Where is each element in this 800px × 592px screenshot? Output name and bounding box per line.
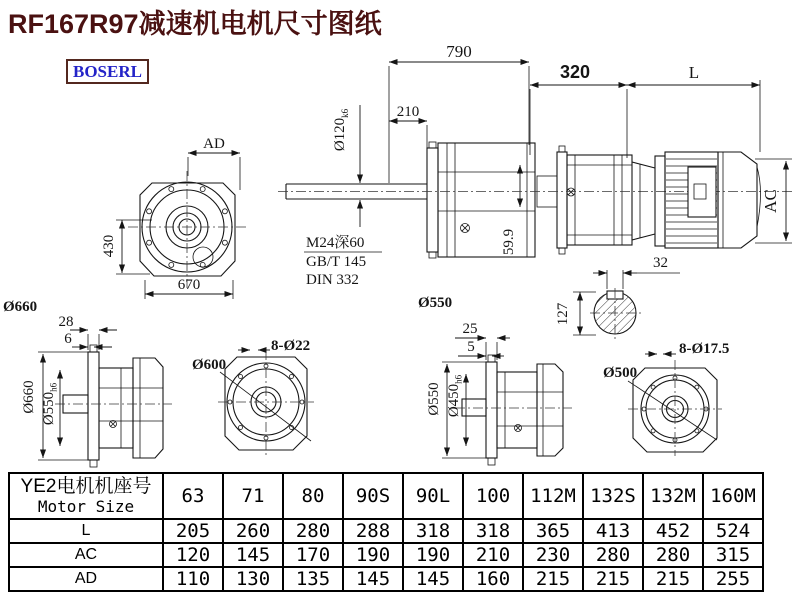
column-header-132S: 132S xyxy=(583,473,643,519)
column-header-71: 71 xyxy=(223,473,283,519)
output-spigot-value: Ø550 xyxy=(41,391,57,426)
shaft-dia-label xyxy=(332,108,350,151)
size-cell: 170 xyxy=(283,543,343,567)
column-header-80: 80 xyxy=(283,473,343,519)
dim-320-label: 320 xyxy=(559,62,591,82)
size-cell: 315 xyxy=(703,543,763,567)
output-outer-dia-label: Ø660 xyxy=(21,380,37,414)
dim-5-label: 5 xyxy=(467,339,475,355)
size-cell: 260 xyxy=(223,519,283,543)
size-cell: 230 xyxy=(523,543,583,567)
size-cell: 413 xyxy=(583,519,643,543)
size-cell: 280 xyxy=(583,543,643,567)
output-spigot-tolerance: h6 xyxy=(48,382,59,392)
size-cell: 190 xyxy=(343,543,403,567)
size-cell: 288 xyxy=(343,519,403,543)
standard-gbt-label: GB/T 145 xyxy=(306,254,367,270)
standard-din-label: DIN 332 xyxy=(306,272,359,288)
table-header-row xyxy=(9,473,763,519)
size-cell: 160 xyxy=(463,567,523,591)
table-row-L xyxy=(9,519,763,543)
size-cell: 120 xyxy=(163,543,223,567)
column-header-100: 100 xyxy=(463,473,523,519)
flange550-spigot-value: Ø450 xyxy=(446,383,462,418)
dim-790-label: 790 xyxy=(446,42,472,61)
output-spigot-dia-label xyxy=(41,382,59,425)
column-header-160M: 160M xyxy=(703,473,763,519)
flange-500-view xyxy=(603,341,729,456)
thread-callout: M24深60 xyxy=(306,235,365,251)
column-header-63: 63 xyxy=(163,473,223,519)
page-title: RF167R97减速机电机尺寸图纸 xyxy=(8,9,382,39)
size-cell: 452 xyxy=(643,519,703,543)
shaft-dia-value: Ø120 xyxy=(332,117,348,152)
dim-670-label: 670 xyxy=(177,277,201,293)
dim-28-label: 28 xyxy=(58,314,74,330)
size-cell: 110 xyxy=(163,567,223,591)
table-row-AD xyxy=(9,567,763,591)
table-corner-header xyxy=(9,473,163,519)
size-cell: 205 xyxy=(163,519,223,543)
output-side-view xyxy=(3,299,172,467)
flange550-spigot-tolerance: h6 xyxy=(453,374,464,384)
flange550-view-label: Ø550 xyxy=(418,295,453,311)
size-cell: 145 xyxy=(223,543,283,567)
table-row-AC xyxy=(9,543,763,567)
motor-size-table xyxy=(8,472,764,592)
size-cell: 524 xyxy=(703,519,763,543)
output-view-label: Ø660 xyxy=(3,299,38,315)
dim-l-label: L xyxy=(688,63,700,82)
dim-599-label: 59.9 xyxy=(501,228,517,256)
size-cell: 145 xyxy=(343,567,403,591)
dim-430-label: 430 xyxy=(101,234,117,258)
size-cell: 130 xyxy=(223,567,283,591)
header-cn: YE2电机机座号 xyxy=(20,476,152,497)
size-cell: 280 xyxy=(643,543,703,567)
size-cell: 255 xyxy=(703,567,763,591)
size-cell: 210 xyxy=(463,543,523,567)
size-cell: 135 xyxy=(283,567,343,591)
dim-127-label: 127 xyxy=(555,302,571,326)
column-header-132M: 132M xyxy=(643,473,703,519)
row-label-AC: AC xyxy=(9,543,163,567)
size-cell: 145 xyxy=(403,567,463,591)
size-cell: 318 xyxy=(463,519,523,543)
column-header-112M: 112M xyxy=(523,473,583,519)
shaft-dia-tolerance: k6 xyxy=(340,108,350,118)
row-label-L: L xyxy=(9,519,163,543)
size-cell: 318 xyxy=(403,519,463,543)
dim-32-label: 32 xyxy=(653,255,668,271)
size-cell: 215 xyxy=(583,567,643,591)
size-cell: 190 xyxy=(403,543,463,567)
flange-550-side-view xyxy=(418,295,572,465)
size-cell: 280 xyxy=(283,519,343,543)
front-view xyxy=(101,136,246,299)
size-cell: 215 xyxy=(523,567,583,591)
size-cell: 365 xyxy=(523,519,583,543)
dim-ac-label: AC xyxy=(761,189,780,213)
dim-ad-label: AD xyxy=(203,136,225,152)
flange500-holes-label: 8-Ø17.5 xyxy=(679,341,730,357)
flange550-outer-dia-label: Ø550 xyxy=(426,382,442,416)
column-header-90L: 90L xyxy=(403,473,463,519)
size-cell: 215 xyxy=(643,567,703,591)
dim-210-label: 210 xyxy=(396,104,420,120)
shaft-section-view xyxy=(555,255,680,340)
flange600-dia-label: Ø600 xyxy=(192,357,227,373)
flange500-dia-label: Ø500 xyxy=(603,365,638,381)
brand-logo: BOSERL xyxy=(66,59,149,84)
row-label-AD: AD xyxy=(9,567,163,591)
flange600-holes-label: 8-Ø22 xyxy=(271,338,311,354)
header-en: Motor Size xyxy=(37,497,135,516)
dim-6-label: 6 xyxy=(64,331,72,347)
dim-25-label: 25 xyxy=(462,321,478,337)
flange550-spigot-dia-label xyxy=(446,374,464,417)
flange-600-view xyxy=(192,338,314,458)
column-header-90S: 90S xyxy=(343,473,403,519)
